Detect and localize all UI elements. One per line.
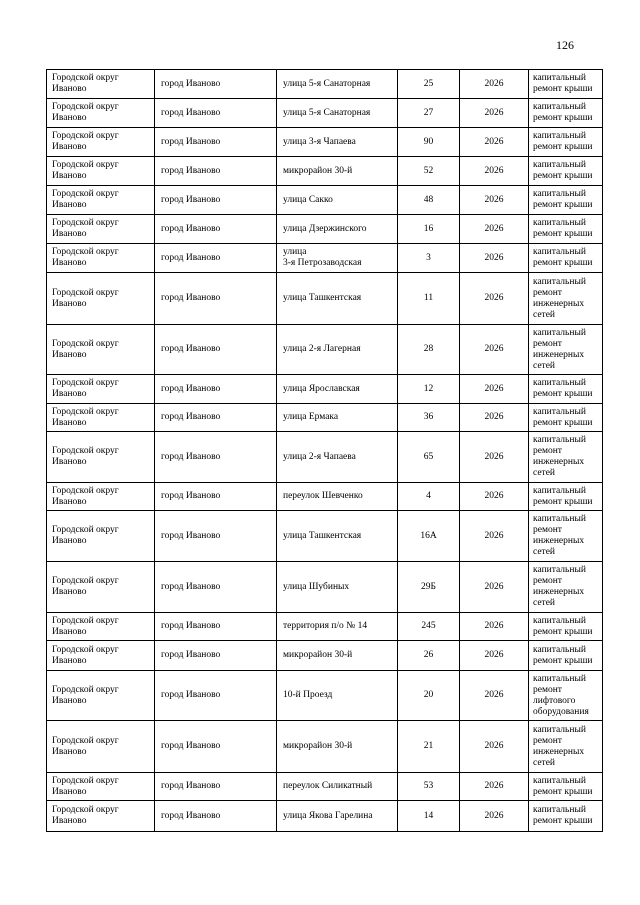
year-cell: 2026 <box>460 721 529 773</box>
work-type-cell: капитальный ремонт крыши <box>529 773 603 801</box>
street-cell: улица 5-я Санаторная <box>277 70 398 99</box>
district-cell: Городской округ Иваново <box>47 483 155 511</box>
work-type-cell: капитальный ремонт крыши <box>529 157 603 186</box>
year-cell: 2026 <box>460 70 529 99</box>
street-cell: улица Ярославская <box>277 375 398 404</box>
house-number-cell: 245 <box>398 613 460 641</box>
house-number-cell: 26 <box>398 641 460 671</box>
table-row <box>47 157 603 186</box>
district-cell: Городской округ Иваново <box>47 273 155 325</box>
table-row <box>47 273 603 325</box>
district-cell: Городской округ Иваново <box>47 325 155 375</box>
district-cell: Городской округ Иваново <box>47 244 155 273</box>
table-body <box>47 70 603 832</box>
street-cell: переулок Силикатный <box>277 773 398 801</box>
district-cell: Городской округ Иваново <box>47 721 155 773</box>
year-cell: 2026 <box>460 215 529 244</box>
work-type-cell: капитальный ремонт крыши <box>529 128 603 157</box>
house-number-cell: 48 <box>398 186 460 215</box>
district-cell: Городской округ Иваново <box>47 375 155 404</box>
table-row <box>47 186 603 215</box>
city-cell: город Иваново <box>155 128 277 157</box>
work-type-cell: капитальный ремонт инженерных сетей <box>529 562 603 613</box>
house-number-cell: 53 <box>398 773 460 801</box>
work-type-cell: капитальный ремонт инженерных сетей <box>529 432 603 483</box>
city-cell: город Иваново <box>155 483 277 511</box>
table-row <box>47 671 603 721</box>
table-row <box>47 773 603 801</box>
street-cell: улица Якова Гарелина <box>277 801 398 832</box>
work-type-cell: капитальный ремонт лифтового оборудования <box>529 671 603 721</box>
district-cell: Городской округ Иваново <box>47 128 155 157</box>
house-number-cell: 27 <box>398 99 460 128</box>
house-number-cell: 25 <box>398 70 460 99</box>
year-cell: 2026 <box>460 404 529 432</box>
table-row <box>47 375 603 404</box>
city-cell: город Иваново <box>155 273 277 325</box>
work-type-cell: капитальный ремонт крыши <box>529 613 603 641</box>
street-cell: микрорайон 30-й <box>277 721 398 773</box>
house-number-cell: 52 <box>398 157 460 186</box>
year-cell: 2026 <box>460 483 529 511</box>
house-number-cell: 16 <box>398 215 460 244</box>
year-cell: 2026 <box>460 613 529 641</box>
city-cell: город Иваново <box>155 215 277 244</box>
street-cell: переулок Шевченко <box>277 483 398 511</box>
year-cell: 2026 <box>460 801 529 832</box>
year-cell: 2026 <box>460 186 529 215</box>
city-cell: город Иваново <box>155 641 277 671</box>
house-number-cell: 20 <box>398 671 460 721</box>
year-cell: 2026 <box>460 671 529 721</box>
district-cell: Городской округ Иваново <box>47 99 155 128</box>
work-type-cell: капитальный ремонт крыши <box>529 375 603 404</box>
city-cell: город Иваново <box>155 511 277 562</box>
table-row <box>47 70 603 99</box>
table-row <box>47 483 603 511</box>
house-number-cell: 16А <box>398 511 460 562</box>
house-number-cell: 14 <box>398 801 460 832</box>
district-cell: Городской округ Иваново <box>47 70 155 99</box>
district-cell: Городской округ Иваново <box>47 157 155 186</box>
year-cell: 2026 <box>460 375 529 404</box>
house-number-cell: 36 <box>398 404 460 432</box>
work-type-cell: капитальный ремонт крыши <box>529 186 603 215</box>
street-cell: улица Шубиных <box>277 562 398 613</box>
work-type-cell: капитальный ремонт инженерных сетей <box>529 273 603 325</box>
street-cell: улица 2-я Чапаева <box>277 432 398 483</box>
district-cell: Городской округ Иваново <box>47 186 155 215</box>
city-cell: город Иваново <box>155 773 277 801</box>
table-row <box>47 128 603 157</box>
city-cell: город Иваново <box>155 671 277 721</box>
city-cell: город Иваново <box>155 157 277 186</box>
street-cell: улица 3-я Чапаева <box>277 128 398 157</box>
house-number-cell: 11 <box>398 273 460 325</box>
house-number-cell: 3 <box>398 244 460 273</box>
district-cell: Городской округ Иваново <box>47 511 155 562</box>
house-number-cell: 28 <box>398 325 460 375</box>
street-cell: микрорайон 30-й <box>277 157 398 186</box>
table-row <box>47 801 603 832</box>
city-cell: город Иваново <box>155 186 277 215</box>
city-cell: город Иваново <box>155 562 277 613</box>
table-row <box>47 244 603 273</box>
table-row <box>47 215 603 244</box>
year-cell: 2026 <box>460 562 529 613</box>
city-cell: город Иваново <box>155 70 277 99</box>
house-number-cell: 90 <box>398 128 460 157</box>
street-cell: улица 2-я Лагерная <box>277 325 398 375</box>
district-cell: Городской округ Иваново <box>47 671 155 721</box>
district-cell: Городской округ Иваново <box>47 215 155 244</box>
table-row <box>47 721 603 773</box>
city-cell: город Иваново <box>155 432 277 483</box>
year-cell: 2026 <box>460 641 529 671</box>
table-row <box>47 325 603 375</box>
year-cell: 2026 <box>460 432 529 483</box>
city-cell: город Иваново <box>155 613 277 641</box>
table-row <box>47 404 603 432</box>
work-type-cell: капитальный ремонт крыши <box>529 244 603 273</box>
year-cell: 2026 <box>460 157 529 186</box>
year-cell: 2026 <box>460 325 529 375</box>
district-cell: Городской округ Иваново <box>47 404 155 432</box>
street-cell: улица Ташкентская <box>277 511 398 562</box>
work-type-cell: капитальный ремонт инженерных сетей <box>529 325 603 375</box>
district-cell: Городской округ Иваново <box>47 773 155 801</box>
work-type-cell: капитальный ремонт крыши <box>529 641 603 671</box>
street-cell: улица Ташкентская <box>277 273 398 325</box>
work-type-cell: капитальный ремонт крыши <box>529 70 603 99</box>
district-cell: Городской округ Иваново <box>47 613 155 641</box>
house-number-cell: 4 <box>398 483 460 511</box>
district-cell: Городской округ Иваново <box>47 801 155 832</box>
year-cell: 2026 <box>460 273 529 325</box>
year-cell: 2026 <box>460 128 529 157</box>
street-cell: улица 5-я Санаторная <box>277 99 398 128</box>
year-cell: 2026 <box>460 773 529 801</box>
work-type-cell: капитальный ремонт крыши <box>529 215 603 244</box>
house-number-cell: 12 <box>398 375 460 404</box>
city-cell: город Иваново <box>155 325 277 375</box>
city-cell: город Иваново <box>155 801 277 832</box>
work-type-cell: капитальный ремонт крыши <box>529 801 603 832</box>
year-cell: 2026 <box>460 511 529 562</box>
house-number-cell: 29Б <box>398 562 460 613</box>
table-row <box>47 641 603 671</box>
city-cell: город Иваново <box>155 404 277 432</box>
district-cell: Городской округ Иваново <box>47 562 155 613</box>
roof-repair-registry-table <box>46 69 603 832</box>
city-cell: город Иваново <box>155 99 277 128</box>
street-cell: улица Ермака <box>277 404 398 432</box>
work-type-cell: капитальный ремонт инженерных сетей <box>529 511 603 562</box>
street-cell: 10-й Проезд <box>277 671 398 721</box>
city-cell: город Иваново <box>155 721 277 773</box>
year-cell: 2026 <box>460 244 529 273</box>
street-cell: улица Дзержинского <box>277 215 398 244</box>
city-cell: город Иваново <box>155 244 277 273</box>
work-type-cell: капитальный ремонт крыши <box>529 483 603 511</box>
district-cell: Городской округ Иваново <box>47 432 155 483</box>
table-row <box>47 99 603 128</box>
street-cell: территория п/о № 14 <box>277 613 398 641</box>
work-type-cell: капитальный ремонт крыши <box>529 404 603 432</box>
table-row <box>47 613 603 641</box>
street-cell: улица Сакко <box>277 186 398 215</box>
district-cell: Городской округ Иваново <box>47 641 155 671</box>
table-row <box>47 562 603 613</box>
table-row <box>47 432 603 483</box>
work-type-cell: капитальный ремонт крыши <box>529 99 603 128</box>
street-cell: улица 3-я Петрозаводская <box>277 244 398 273</box>
page-number: 126 <box>556 38 574 52</box>
table-row <box>47 511 603 562</box>
street-cell: микрорайон 30-й <box>277 641 398 671</box>
city-cell: город Иваново <box>155 375 277 404</box>
house-number-cell: 65 <box>398 432 460 483</box>
work-type-cell: капитальный ремонт инженерных сетей <box>529 721 603 773</box>
year-cell: 2026 <box>460 99 529 128</box>
house-number-cell: 21 <box>398 721 460 773</box>
